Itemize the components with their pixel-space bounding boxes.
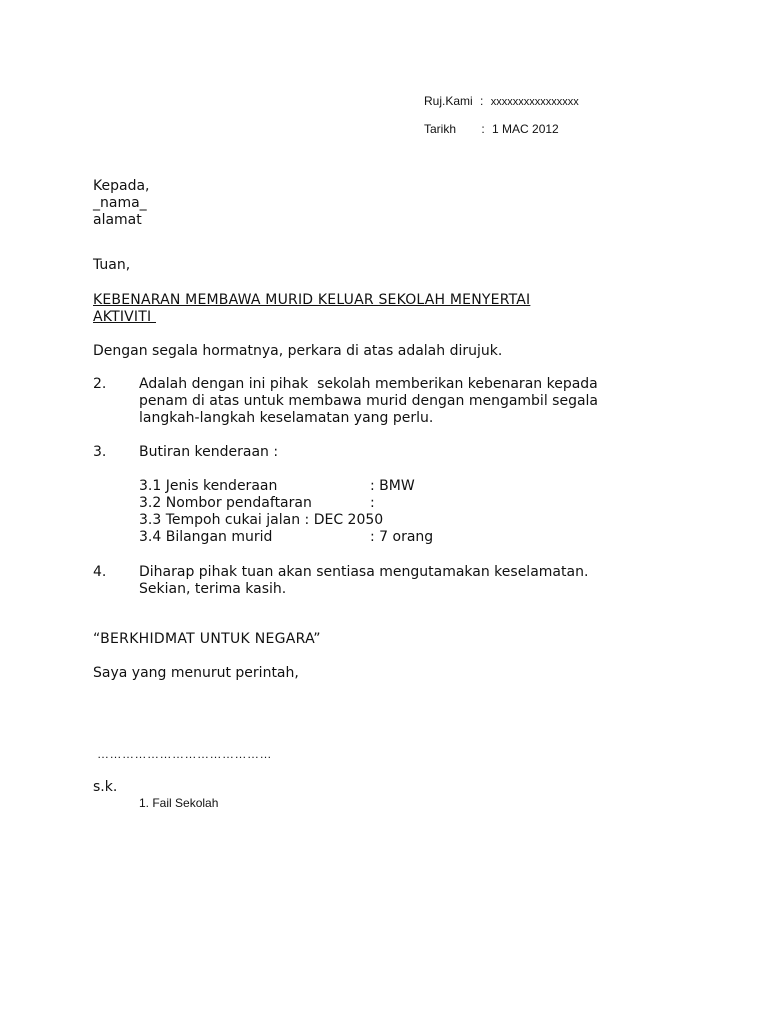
- paragraph-4-line1: Diharap pihak tuan akan sentiasa mengutamakan keselamatan.: [139, 564, 589, 580]
- vehicle-detail-label: 3.4 Bilangan murid: [139, 529, 273, 545]
- vehicle-detail-label: 3.2 Nombor pendaftaran: [139, 495, 312, 511]
- vehicle-detail-label: 3.3 Tempoh cukai jalan : DEC 2050: [139, 512, 384, 528]
- paragraph-4: [139, 564, 588, 598]
- paragraph-2-line2: penam di atas untuk membawa murid dengan mengambil segala: [139, 393, 598, 409]
- paragraph-2-line3: langkah-langkah keselamatan yang perlu.: [139, 410, 434, 426]
- reference-line: [424, 94, 579, 108]
- recipient-block: [93, 178, 149, 229]
- opening-paragraph: Dengan segala hormatnya, perkara di atas adalah dirujuk.: [93, 343, 503, 359]
- closing: Saya yang menurut perintah,: [93, 665, 299, 681]
- vehicle-detail-value: :: [370, 495, 375, 511]
- date-label: Tarikh: [424, 122, 457, 136]
- paragraph-2-number: 2.: [93, 376, 107, 392]
- letter-title-line2: AKTIVITI: [93, 309, 156, 325]
- vehicle-detail-row: [139, 495, 479, 512]
- recipient-name: _nama_: [93, 195, 147, 211]
- vehicle-detail-row: [139, 529, 479, 546]
- vehicle-detail-row: [139, 512, 479, 529]
- date-separator: :: [481, 122, 485, 136]
- date-line: [424, 122, 559, 136]
- reference-label: Ruj.Kami: [424, 94, 473, 108]
- recipient-address: alamat: [93, 212, 142, 228]
- paragraph-4-line2: Sekian, terima kasih.: [139, 581, 287, 597]
- cc-item: 1. Fail Sekolah: [139, 796, 219, 810]
- paragraph-2: [139, 376, 598, 427]
- reference-separator: :: [480, 94, 484, 108]
- cc-label: s.k.: [93, 779, 118, 795]
- vehicle-detail-value: : 7 orang: [370, 529, 434, 545]
- reference-value: xxxxxxxxxxxxxxxx: [490, 96, 579, 108]
- signature-line: ……………………………………: [97, 747, 272, 761]
- recipient-to: Kepada,: [93, 178, 150, 194]
- greeting: Tuan,: [93, 257, 131, 273]
- vehicle-detail-value: : BMW: [370, 478, 415, 494]
- letter-title: [93, 292, 530, 326]
- motto: “BERKHIDMAT UNTUK NEGARA”: [93, 631, 321, 647]
- vehicle-detail-row: [139, 478, 479, 495]
- paragraph-4-number: 4.: [93, 564, 107, 580]
- vehicle-details: [139, 478, 479, 548]
- date-value: 1 MAC 2012: [492, 122, 559, 136]
- paragraph-3: Butiran kenderaan :: [139, 444, 279, 460]
- vehicle-detail-label: 3.1 Jenis kenderaan: [139, 478, 278, 494]
- paragraph-3-number: 3.: [93, 444, 107, 460]
- letter-title-line1: KEBENARAN MEMBAWA MURID KELUAR SEKOLAH MENYERTAI: [93, 292, 531, 308]
- paragraph-2-line1: Adalah dengan ini pihak sekolah memberikan kebenaran kepada: [139, 376, 598, 392]
